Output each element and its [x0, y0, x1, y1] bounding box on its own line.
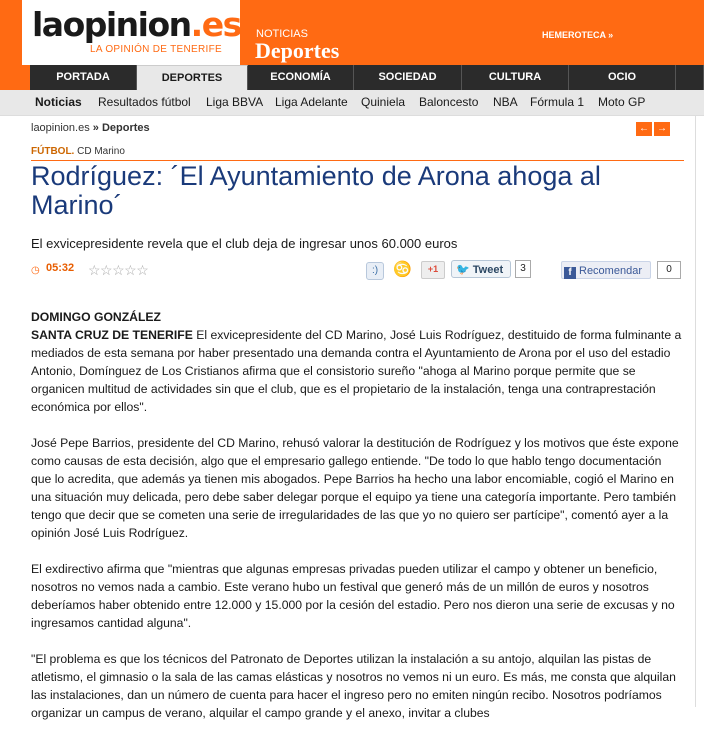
breadcrumb-home[interactable]: laopinion.es	[31, 122, 90, 134]
facebook-recommend-button[interactable]	[561, 261, 651, 279]
nav-item-portada[interactable]: PORTADA	[30, 65, 137, 90]
section-title: Deportes	[255, 38, 340, 63]
subnav-item-resultados[interactable]: Resultados fútbol	[98, 95, 191, 109]
arrow-left-icon: ←	[639, 123, 649, 134]
tweet-label: Tweet	[472, 264, 504, 276]
breadcrumb	[31, 122, 150, 134]
nav-item-sociedad[interactable]: SOCIEDAD	[354, 65, 462, 90]
rating-stars[interactable]: ☆☆☆☆☆	[88, 262, 149, 278]
comment-icon[interactable]: :)	[366, 262, 384, 280]
nav-item-cultura[interactable]: CULTURA	[462, 65, 569, 90]
article-paragraph: "El problema es que los técnicos del Patronato de Deportes utilizan la instalación a su antojo, alquilan las pistas de atletismo, el gimnasio o la sala de las camas elásticas y nosotros no vemos ni un euro. Es más, me consta que alquilan las instalaciones, dan un número de cuenta para hacer el ingreso pero no emiten ningún recibo. Nosotros podríamos organizar un campus de verano, alquilar el campo grande y el anexo, invitar a clubes	[31, 652, 676, 720]
sub-nav	[0, 90, 704, 116]
article-paragraph	[31, 326, 684, 416]
right-divider	[695, 115, 696, 707]
article-headline: Rodríguez: ´El Ayuntamiento de Arona ahoga al Marino´	[31, 161, 601, 220]
logo-block[interactable]	[22, 0, 240, 65]
article-author: DOMINGO GONZÁLEZ	[31, 310, 161, 324]
arrow-right-icon: →	[657, 123, 667, 134]
nav-item-more[interactable]	[676, 65, 704, 90]
article-dateline: SANTA CRUZ DE TENERIFE	[31, 328, 193, 342]
breadcrumb-sep: »	[92, 122, 99, 134]
next-article-button[interactable]	[654, 122, 670, 136]
twitter-icon: 🐦	[456, 264, 470, 276]
nav-item-ocio[interactable]: OCIO	[569, 65, 676, 90]
site-header	[0, 0, 704, 65]
subnav-item-nba[interactable]: NBA	[493, 95, 518, 109]
facebook-icon: f	[564, 267, 576, 279]
article-subtitle: El exvicepresidente revela que el club deja de ingresar unos 60.000 euros	[31, 236, 458, 251]
prev-article-button[interactable]	[636, 122, 652, 136]
category-tag[interactable]: CD Marino	[77, 146, 125, 157]
subnav-item-liga-adelante[interactable]: Liga Adelante	[275, 95, 348, 109]
clock-icon: ◷	[31, 265, 40, 276]
facebook-label: Recomendar	[579, 265, 642, 277]
site-logo[interactable]: laopinion.es	[32, 5, 241, 44]
meneame-icon[interactable]: ♋	[393, 261, 412, 278]
breadcrumb-section[interactable]: Deportes	[101, 122, 150, 134]
category-line	[31, 146, 125, 157]
paragraph-text: El exvicepresidente del CD Marino, José Luis Rodríguez, destituido de forma fulminante a mediados de esta semana por haber presentado una demanda contra el Ayuntamiento de Arona por el uso del estadio Antonio, Domínguez de Los Cristianos afirma que el consistorio sureño "ahoga al Marino porque permite que se organicen multitud de actividades sin que el club, que es el propietario de la instalación, tenga una contraprestación económica por ellos".	[31, 328, 682, 414]
subnav-item-formula1[interactable]: Fórmula 1	[530, 95, 585, 109]
category-label[interactable]: FÚTBOL.	[31, 146, 75, 157]
article-body	[31, 308, 684, 740]
article-paragraph: José Pepe Barrios, presidente del CD Marino, rehusó valorar la destitución de Rodríguez y los motivos que éste expone como causas de esta decisión, algo que el empresario gallego entiende. "De todo lo que hablo tengo documentación que lo acredita, que además ya tienen mis abogados. Pepe Barrios ha hecho una labor encomiable, cogió el Marino en una situación muy delicada, pero debe saber delegar porque el equipo ya tiene una categoría importante. Pero también tengo que decir que se cometen una serie de irregularidades de las que yo no quiero ser partícipe", comentó ayer a la opinión José Luis Rodríguez.	[31, 436, 679, 540]
subnav-item-liga-bbva[interactable]: Liga BBVA	[206, 95, 264, 109]
site-tagline: LA OPINIÓN DE TENERIFE	[90, 44, 223, 55]
subnav-item-motogp[interactable]: Moto GP	[598, 95, 646, 109]
hemeroteca-link[interactable]: HEMEROTECA »	[542, 30, 614, 40]
subnav-item-noticias[interactable]: Noticias	[35, 95, 82, 109]
main-nav	[0, 65, 704, 90]
google-plus-button[interactable]: +1	[421, 261, 445, 279]
facebook-count: 0	[657, 261, 681, 279]
tweet-button[interactable]	[451, 260, 511, 278]
nav-item-deportes[interactable]: DEPORTES	[137, 65, 248, 90]
nav-item-economia[interactable]: ECONOMÍA	[248, 65, 354, 90]
article-meta	[31, 262, 686, 282]
article-paragraph: El exdirectivo afirma que "mientras que algunas empresas privadas pueden utilizar el campo y obtener un beneficio, nosotros no vemos nada a cambio. Este verano hubo un festival que generó más de un millón de euros y nosotros deberíamos haber obtenido entre 12.000 y 15.000 por la cesión del estadio. Pero nos dieron una serie de excusas y no ingresamos cantidad alguna".	[31, 562, 675, 630]
publish-time: 05:32	[46, 262, 75, 274]
subnav-item-quiniela[interactable]: Quiniela	[361, 95, 406, 109]
section-label: NOTICIAS	[256, 28, 308, 40]
tweet-count: 3	[515, 260, 531, 278]
subnav-item-baloncesto[interactable]: Baloncesto	[419, 95, 479, 109]
